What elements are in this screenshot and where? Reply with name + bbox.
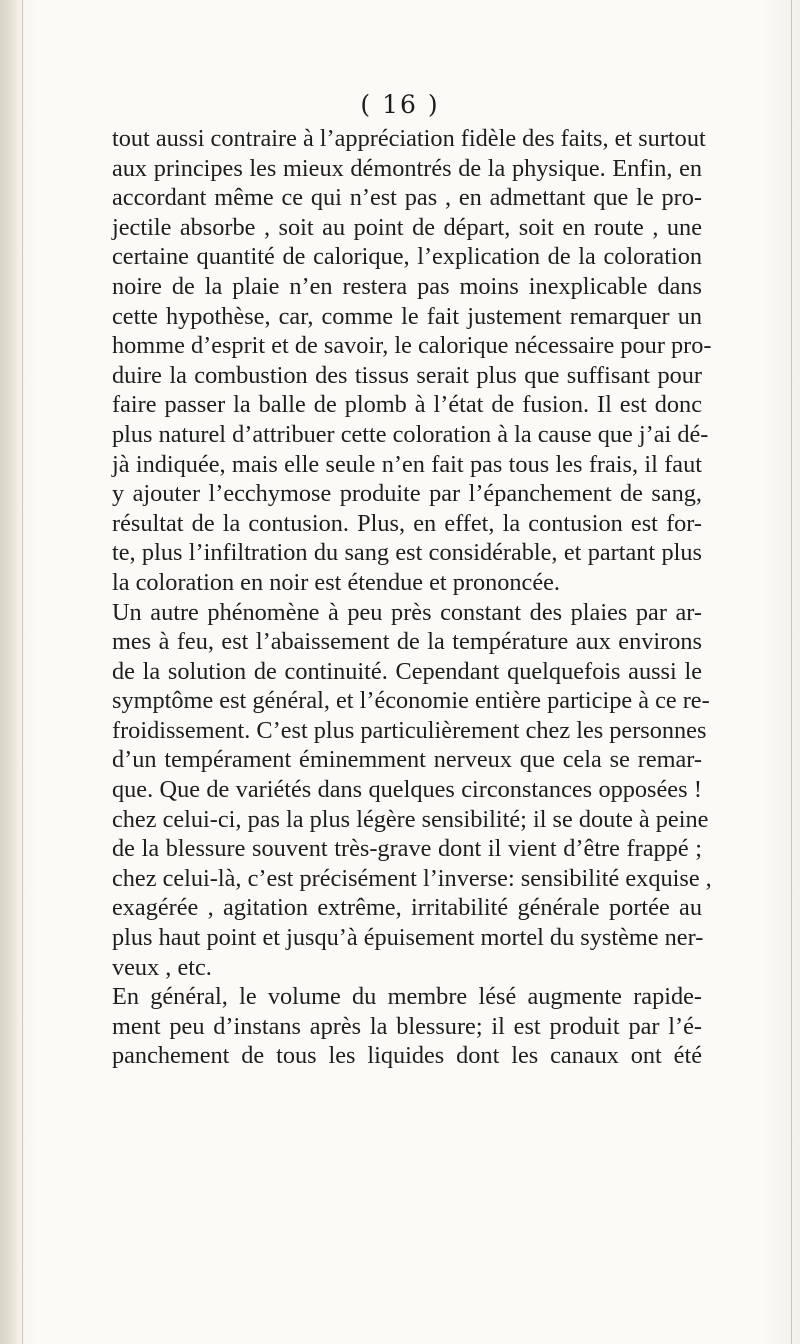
text-line: ment peu d’instans après la blessure; il est produit par l’é- [112,1012,702,1040]
text-line: faire passer la balle de plomb à l’état de fusion. Il est donc [112,391,702,419]
right-page-edge [791,0,792,1344]
text-line: que. Que de variétés dans quelques circonstances opposées ! [112,776,702,804]
text-line: accordant même ce qui n’est pas , en admettant que le pro- [112,184,702,212]
text-line: symptôme est général, et l’économie entière participe à ce re- [112,687,710,715]
text-line: d’un tempérament éminemment nerveux que cela se remar- [112,746,702,774]
text-line: cette hypothèse, car, comme le fait justement remarquer un [112,302,702,330]
text-line: exagérée , agitation extrême, irritabilité générale portée au [112,894,702,922]
text-line: mes à feu, est l’abaissement de la température aux environs [112,628,702,656]
left-page-edge [22,0,23,1344]
text-line: résultat de la contusion. Plus, en effet, la contusion est for- [112,509,702,537]
text-line: de la blessure souvent très-grave dont il vient d’être frappé ; [112,835,702,863]
text-line: homme d’esprit et de savoir, le calorique nécessaire pour pro- [112,332,712,360]
text-line: panchement de tous les liquides dont les canaux ont été [112,1042,702,1070]
text-line: jà indiquée, mais elle seule n’en fait pas tous les frais, il faut [112,450,702,478]
text-line: tout aussi contraire à l’appréciation fidèle des faits, et surtout [112,125,706,152]
text-line: chez celui-ci, pas la plus légère sensibilité; il se doute à peine [112,805,709,833]
text-line: certaine quantité de calorique, l’explication de la coloration [112,243,702,271]
binding-shadow [0,0,24,1344]
paragraph-end-line: la coloration en noir est étendue et prononcée. [112,568,560,596]
text-line: aux principes les mieux démontrés de la physique. Enfin, en [112,154,702,182]
body-text [112,124,712,1071]
text-line: te, plus l’infiltration du sang est considérable, et partant plus [112,539,702,567]
text-line: duire la combustion des tissus serait plus que suffisant pour [112,361,702,389]
text-line: plus haut point et jusqu’à épuisement mortel du système ner- [112,924,704,952]
text-line: de la solution de continuité. Cependant quelquefois aussi le [112,657,702,685]
text-line: noire de la plaie n’en restera pas moins inexplicable dans [112,272,702,300]
text-line: En général, le volume du membre lésé augmente rapide- [112,983,702,1011]
text-line: chez celui-là, c’est précisément l’inverse: sensibilité exquise , [112,864,712,892]
page-number: ( 16 ) [360,90,440,119]
paragraph-end-line: veux , etc. [112,953,212,981]
text-line: froidissement. C’est plus particulièrement chez les personnes [112,716,707,744]
text-line: plus naturel d’attribuer cette coloration à la cause que j’ai dé- [112,420,709,448]
text-line: jectile absorbe , soit au point de départ, soit en route , une [112,213,702,241]
text-line: y ajouter l’ecchymose produite par l’épanchement de sang, [112,480,702,508]
text-line: Un autre phénomène à peu près constant des plaies par ar- [112,598,702,626]
